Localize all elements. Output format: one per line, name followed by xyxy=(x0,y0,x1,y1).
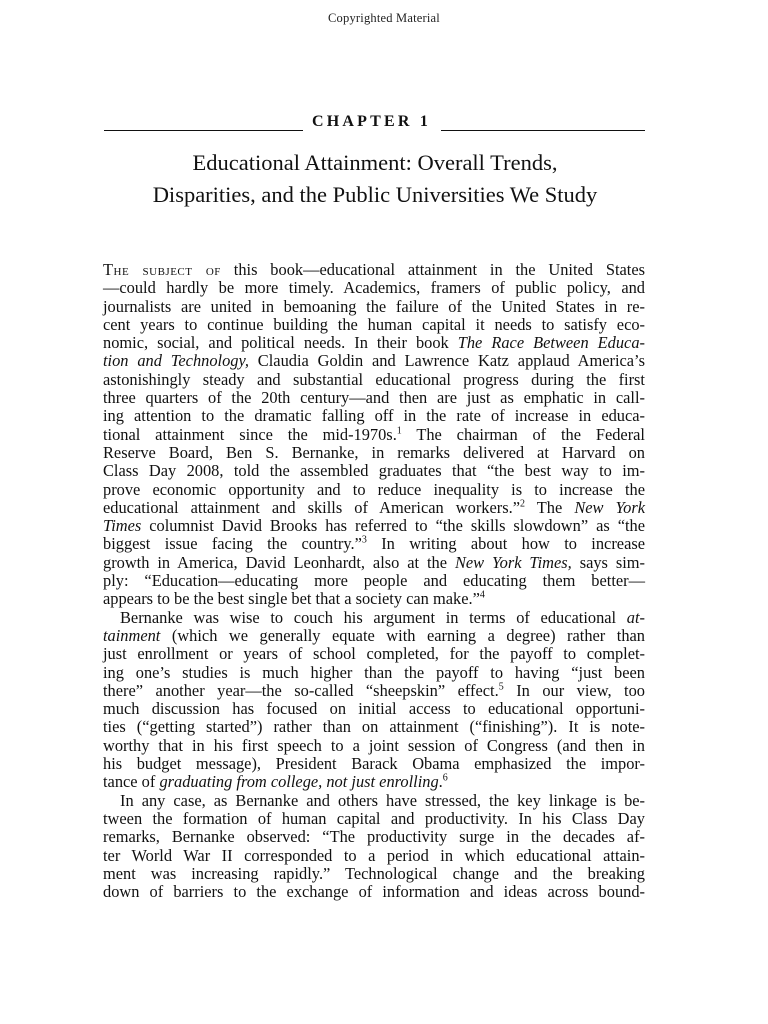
text-span: remarks, Bernanke observed: “The productivity surge in the decades af- xyxy=(103,827,645,847)
text-line xyxy=(103,700,645,718)
chapter-rule-right xyxy=(441,130,645,131)
text-line xyxy=(103,371,645,389)
text-span: three quarters of the 20th century—and then are just as emphatic in call- xyxy=(103,388,645,408)
chapter-title-line-2: Disparities, and the Public Universities We Study xyxy=(152,182,598,207)
text-span: In writing about how to increase xyxy=(366,534,645,554)
footnote-ref-5[interactable]: 5 xyxy=(498,681,504,693)
text-line xyxy=(103,389,645,407)
text-span: ing attention to the dramatic falling off in the rate of increase in educa- xyxy=(103,406,645,426)
text-span: down of barriers to the exchange of information and ideas across bound- xyxy=(103,882,645,902)
text-line xyxy=(103,737,645,755)
text-span: much discussion has focused on initial access to educational opportuni- xyxy=(103,699,645,719)
emphasis: at- xyxy=(626,607,645,627)
footnote-ref-2[interactable]: 2 xyxy=(519,498,525,510)
text-span: In any case, as Bernanke and others have stressed, the key linkage is be- xyxy=(120,790,645,810)
text-line xyxy=(103,590,645,608)
text-span: Reserve Board, Ben S. Bernanke, in remarks delivered at Harvard on xyxy=(103,442,645,462)
emphasis: tainment xyxy=(103,625,161,645)
chapter-heading xyxy=(104,113,645,135)
text-span: ment was increasing rapidly.” Technological change and the breaking xyxy=(103,863,645,883)
chapter-label: CHAPTER 1 xyxy=(312,113,432,130)
text-span: biggest issue facing the country.” xyxy=(103,534,362,554)
text-span: Bernanke was wise to couch his argument in terms of educational xyxy=(120,607,627,627)
publication-name: New York xyxy=(574,497,646,517)
text-line xyxy=(103,773,645,791)
text-span: The chairman of the Federal xyxy=(401,424,645,444)
text-span: ter World War II corresponded to a period in which educational attain- xyxy=(103,845,645,865)
text-line xyxy=(103,755,645,773)
text-line xyxy=(103,426,645,444)
text-line xyxy=(103,481,645,499)
text-line xyxy=(103,718,645,736)
text-line xyxy=(103,298,645,316)
chapter-title-line-1: Educational Attainment: Overall Trends, xyxy=(192,150,558,175)
text-line xyxy=(103,828,645,846)
text-span: appears to be the best single bet that a society can make.” xyxy=(103,589,480,609)
chapter-title xyxy=(90,147,660,211)
text-line xyxy=(103,517,645,535)
body-text xyxy=(103,261,645,901)
book-title: tion and Technology, xyxy=(103,351,249,371)
text-line xyxy=(103,810,645,828)
text-span: ing one’s studies is much higher than the payoff to having “just been xyxy=(103,662,645,682)
text-line xyxy=(103,499,645,517)
text-span: tional attainment since the mid-1970s. xyxy=(103,424,397,444)
footnote-ref-4[interactable]: 4 xyxy=(479,589,485,601)
text-span: ties (“getting started”) rather than on attainment (“finishing”). It is note- xyxy=(103,717,645,737)
text-span: ply: “Education—educating more people and educating them better— xyxy=(103,571,645,591)
text-line xyxy=(103,847,645,865)
text-span: educational attainment and skills of American workers.” xyxy=(103,497,520,517)
text-span: just enrollment or years of school completed, for the payoff to complet- xyxy=(103,644,645,664)
text-line xyxy=(103,462,645,480)
text-span: growth in America, David Leonhardt, also at the xyxy=(103,552,455,572)
text-line xyxy=(103,664,645,682)
text-line xyxy=(103,883,645,901)
emphasis: graduating from college, not just enrolling xyxy=(159,772,439,792)
text-span: tween the formation of human capital and productivity. In his Class Day xyxy=(103,808,645,828)
text-span: (which we generally equate with earning a degree) rather than xyxy=(160,625,645,645)
text-span: prove economic opportunity and to reduce inequality is to increase the xyxy=(103,479,645,499)
text-span: nomic, social, and political needs. In their book xyxy=(103,333,458,353)
book-title: The Race Between Educa- xyxy=(457,333,645,353)
text-span: —could hardly be more timely. Academics, framers of public policy, and xyxy=(103,278,645,298)
text-span: Class Day 2008, told the assembled graduates that “the best way to im- xyxy=(103,461,645,481)
text-line xyxy=(103,645,645,663)
text-line xyxy=(103,279,645,297)
text-line xyxy=(103,316,645,334)
text-span: journalists are united in bemoaning the failure of the United States in re- xyxy=(103,296,645,316)
text-line xyxy=(103,682,645,700)
text-line xyxy=(103,407,645,425)
text-span: . xyxy=(438,772,443,792)
text-span: cent years to continue building the human capital it needs to satisfy eco- xyxy=(103,314,645,334)
text-line xyxy=(103,444,645,462)
publication-name: Times xyxy=(103,516,142,536)
footnote-ref-1[interactable]: 1 xyxy=(396,425,402,437)
text-line xyxy=(103,554,645,572)
text-span: his budget message), President Barack Obama emphasized the impor- xyxy=(103,754,645,774)
text-span: astonishingly steady and substantial educational progress during the first xyxy=(103,369,645,389)
text-span: this book—educational attainment in the United States xyxy=(220,260,645,279)
publication-name: New York Times, xyxy=(454,552,572,572)
text-line xyxy=(103,261,645,279)
text-span: tance of xyxy=(103,772,160,792)
copyright-notice: Copyrighted Material xyxy=(328,11,440,25)
footnote-ref-3[interactable]: 3 xyxy=(361,534,367,546)
text-line xyxy=(103,352,645,370)
text-line xyxy=(103,572,645,590)
footnote-ref-6[interactable]: 6 xyxy=(442,772,448,784)
text-line xyxy=(103,609,645,627)
text-line xyxy=(103,627,645,645)
text-span: worthy that in his first speech to a joint session of Congress (and then in xyxy=(103,735,645,755)
text-span: The xyxy=(524,497,575,517)
text-line xyxy=(103,865,645,883)
text-span: In our view, too xyxy=(503,680,645,700)
text-line xyxy=(103,792,645,810)
text-span: columnist David Brooks has referred to “the skills slowdown” as “the xyxy=(141,516,645,536)
text-line xyxy=(103,334,645,352)
text-span: Claudia Goldin and Lawrence Katz applaud America’s xyxy=(248,351,645,371)
chapter-rule-left xyxy=(104,130,303,131)
text-span: there” another year—the so-called “sheepskin” effect. xyxy=(103,680,499,700)
text-span: says sim- xyxy=(571,552,645,572)
opening-small-caps: The subject of xyxy=(103,260,221,279)
text-line xyxy=(103,535,645,553)
